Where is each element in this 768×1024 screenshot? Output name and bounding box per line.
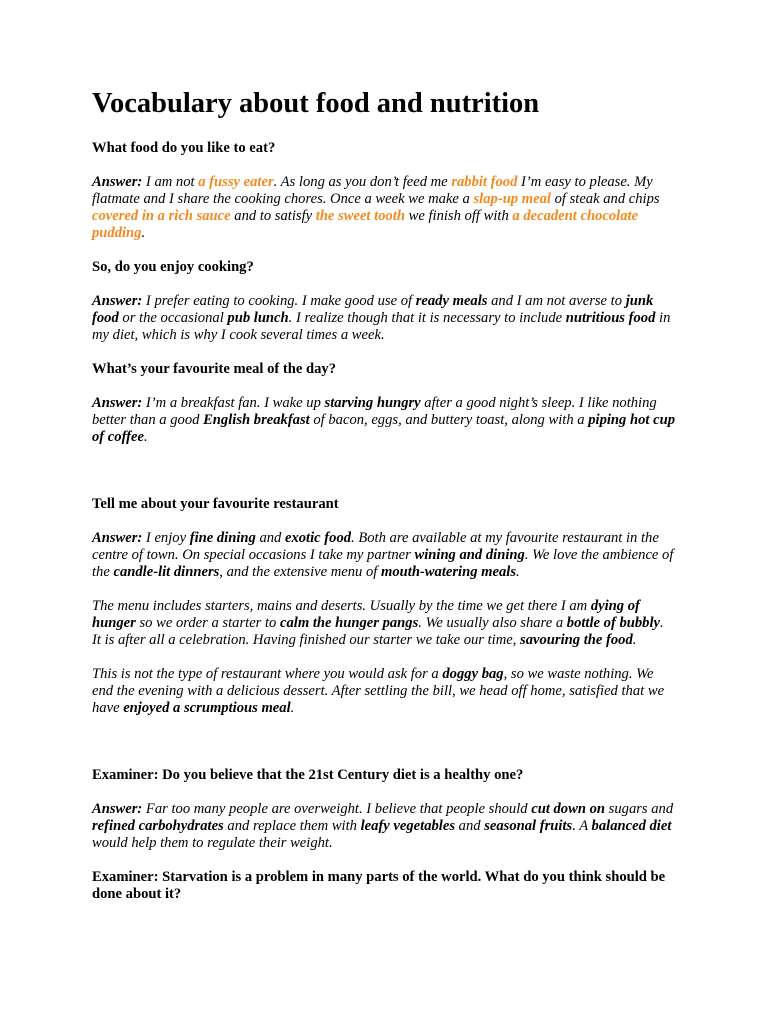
vocabulary-phrase: fine dining bbox=[189, 530, 256, 546]
answer-text: . bbox=[632, 632, 637, 648]
vocabulary-phrase: savouring the food bbox=[520, 632, 633, 648]
answer-paragraph bbox=[92, 666, 676, 717]
vocabulary-phrase: refined carbohydrates bbox=[92, 818, 224, 834]
question-heading: So, do you enjoy cooking? bbox=[92, 259, 254, 275]
answer-paragraph bbox=[92, 801, 676, 852]
vocabulary-phrase: enjoyed a scrumptious meal bbox=[123, 700, 291, 716]
answer-text: . Both are available at my favourite restaurant in the centre of town. On special occasions I take my partner bbox=[92, 530, 659, 563]
vocabulary-phrase: pub lunch bbox=[227, 310, 289, 326]
answer-text: I’m easy to please. My flatmate and I share the cooking chores. Once a week we make a bbox=[92, 174, 653, 207]
vocabulary-phrase: ready meals bbox=[415, 293, 488, 309]
answer-label: Answer: bbox=[92, 174, 143, 190]
answer-text: . bbox=[144, 429, 148, 445]
answer-paragraph bbox=[92, 530, 676, 581]
question-heading: What food do you like to eat? bbox=[92, 140, 276, 156]
vocabulary-phrase: balanced diet bbox=[591, 818, 672, 834]
answer-text: we finish off with bbox=[404, 208, 513, 224]
answer-text: and I am not averse to bbox=[487, 293, 626, 309]
vocabulary-phrase: mouth-watering meals bbox=[381, 564, 517, 580]
section-spacer bbox=[92, 463, 676, 496]
answer-text: and bbox=[255, 530, 285, 546]
answer-text: . I realize though that it is necessary to include bbox=[288, 310, 566, 326]
answer-text: . We love the ambience of the bbox=[92, 547, 674, 580]
vocabulary-phrase: dying of hunger bbox=[92, 598, 640, 631]
answer-text: I am not bbox=[142, 174, 199, 190]
answer-text: and bbox=[455, 818, 485, 834]
answer-paragraph bbox=[92, 395, 676, 446]
answer-text: I enjoy bbox=[142, 530, 190, 546]
document-body bbox=[92, 140, 676, 903]
answer-text: and replace them with bbox=[223, 818, 361, 834]
answer-text: I’m a breakfast fan. I wake up bbox=[142, 395, 325, 411]
answer-text: . bbox=[290, 700, 295, 716]
answer-paragraph bbox=[92, 293, 676, 344]
answer-text: of steak and chips bbox=[550, 191, 660, 207]
answer-text: Far too many people are overweight. I believe that people should bbox=[142, 801, 532, 817]
answer-text: would help them to regulate their weight. bbox=[92, 835, 333, 851]
answer-text: The menu includes starters, mains and deserts. Usually by the time we get there I am bbox=[92, 598, 591, 614]
answer-text: . It is after all a celebration. Having finished our starter we take our time, bbox=[92, 615, 664, 648]
answer-text: after a good night’s sleep. I like nothing better than a good bbox=[92, 395, 657, 428]
vocabulary-phrase: starving hungry bbox=[324, 395, 421, 411]
answer-label: Answer: bbox=[92, 293, 143, 309]
answer-text: . bbox=[141, 225, 146, 241]
highlighted-phrase: rabbit food bbox=[451, 174, 518, 190]
answer-paragraph bbox=[92, 174, 676, 242]
answer-text: so we order a starter to bbox=[135, 615, 280, 631]
answer-label: Answer: bbox=[92, 801, 143, 817]
vocabulary-phrase: junk food bbox=[92, 293, 654, 326]
highlighted-phrase: slap-up meal bbox=[473, 191, 551, 207]
question-heading: What’s your favourite meal of the day? bbox=[92, 361, 337, 377]
page-title: Vocabulary about food and nutrition bbox=[92, 88, 540, 119]
answer-text: or the occasional bbox=[118, 310, 228, 326]
question-heading: Examiner: Do you believe that the 21st Century diet is a healthy one? bbox=[92, 767, 524, 783]
highlighted-phrase: a fussy eater bbox=[198, 174, 274, 190]
vocabulary-phrase: nutritious food bbox=[565, 310, 656, 326]
highlighted-phrase: the sweet tooth bbox=[315, 208, 405, 224]
vocabulary-phrase: calm the hunger pangs bbox=[280, 615, 419, 631]
answer-text: in my diet, which is why I cook several times a week. bbox=[92, 310, 671, 343]
vocabulary-phrase: leafy vegetables bbox=[360, 818, 456, 834]
answer-label: Answer: bbox=[92, 530, 143, 546]
vocabulary-phrase: doggy bag bbox=[442, 666, 504, 682]
answer-text: , and the extensive menu of bbox=[219, 564, 381, 580]
question-heading: Tell me about your favourite restaurant bbox=[92, 496, 339, 512]
answer-text: . bbox=[516, 564, 520, 580]
highlighted-phrase: covered in a rich sauce bbox=[92, 208, 231, 224]
answer-text: . A bbox=[572, 818, 592, 834]
question-heading: Examiner: Starvation is a problem in many parts of the world. What do you think should be done about it? bbox=[92, 869, 666, 902]
section-spacer bbox=[92, 734, 676, 767]
vocabulary-phrase: piping hot cup of coffee bbox=[92, 412, 675, 445]
answer-text: . We usually also share a bbox=[418, 615, 567, 631]
answer-text: . As long as you don’t feed me bbox=[273, 174, 452, 190]
highlighted-phrase: a decadent chocolate pudding bbox=[92, 208, 639, 241]
vocabulary-phrase: bottle of bubbly bbox=[566, 615, 661, 631]
answer-text: of bacon, eggs, and buttery toast, along with a bbox=[309, 412, 589, 428]
vocabulary-phrase: English breakfast bbox=[203, 412, 310, 428]
answer-paragraph bbox=[92, 598, 676, 649]
answer-label: Answer: bbox=[92, 395, 143, 411]
vocabulary-phrase: wining and dining bbox=[414, 547, 525, 563]
answer-text: I prefer eating to cooking. I make good use of bbox=[142, 293, 416, 309]
answer-text: This is not the type of restaurant where you would ask for a bbox=[92, 666, 443, 682]
vocabulary-phrase: cut down on bbox=[531, 801, 606, 817]
vocabulary-phrase: exotic food bbox=[284, 530, 352, 546]
answer-text: and to satisfy bbox=[230, 208, 316, 224]
vocabulary-phrase: seasonal fruits bbox=[484, 818, 573, 834]
answer-text: , so we waste nothing. We end the evening with a delicious dessert. After settling the bill, we head off home, satisfied that we have bbox=[92, 666, 665, 716]
vocabulary-phrase: candle-lit dinners bbox=[113, 564, 220, 580]
answer-text: sugars and bbox=[605, 801, 674, 817]
